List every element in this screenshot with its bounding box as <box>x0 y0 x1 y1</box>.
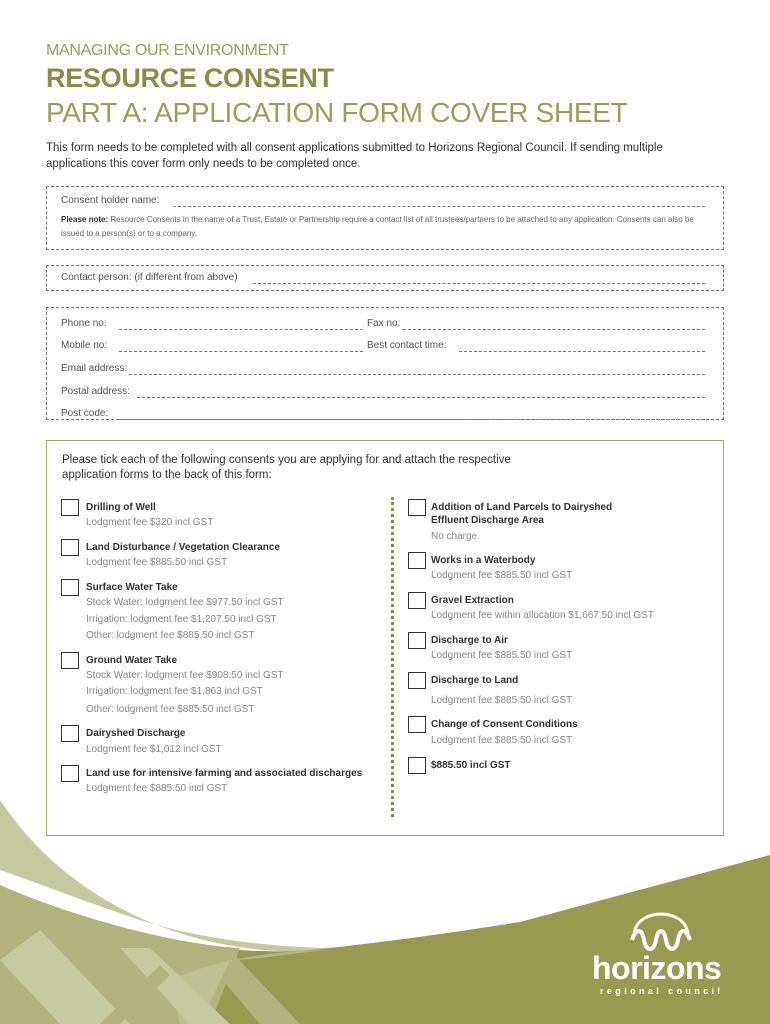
note-text: Resource Consents in the name of a Trust, Estate or Partnership require a contact list of all trustees/partners to be attached to any application. Consents can also be issued to a person(s) or to a company. <box>61 215 694 238</box>
logo-wordmark: horizons <box>592 950 722 986</box>
consent-fee: Stock Water: lodgment fee $977.50 incl GST <box>86 597 284 608</box>
consent-name: Land use for intensive farming and associated discharges <box>86 768 363 779</box>
page-subtitle: PART A: APPLICATION FORM COVER SHEET <box>46 97 628 128</box>
consent-fee: Lodgment fee $885.50 incl GST <box>86 557 228 568</box>
contact-person-field[interactable] <box>253 283 705 284</box>
consent-name: Ground Water Take <box>86 655 178 666</box>
consent-name: Discharge to Air <box>431 635 508 646</box>
consent-name: Land Disturbance / Vegetation Clearance <box>86 542 280 553</box>
mobile-field[interactable] <box>119 351 363 352</box>
page-title: RESOURCE CONSENT <box>46 63 334 93</box>
postal-field[interactable] <box>137 397 705 398</box>
consent-checkbox[interactable] <box>408 672 426 689</box>
best-time-label: Best contact time: <box>367 340 447 351</box>
consent-name: Effluent Discharge Area <box>431 515 544 526</box>
email-label: Email address: <box>61 363 128 374</box>
email-field[interactable] <box>129 374 705 375</box>
consent-name: Works in a Waterbody <box>431 555 536 566</box>
consent-fee: Lodgment fee within allocation $1,667.50 incl GST <box>431 610 654 621</box>
consent-name: Discharge to Land <box>431 675 519 686</box>
consent-name: Addition of Land Parcels to Dairyshed <box>431 502 613 513</box>
consent-checkbox[interactable] <box>408 592 426 609</box>
fax-field[interactable] <box>403 329 705 330</box>
consent-checkbox[interactable] <box>61 652 79 669</box>
postal-label: Postal address: <box>61 386 130 397</box>
consent-holder-field[interactable] <box>173 206 705 207</box>
contact-section <box>46 265 724 291</box>
horizons-logo-icon <box>628 912 694 954</box>
consent-fee: Lodgment fee $885.50 incl GST <box>431 735 573 746</box>
consent-fee: Lodgment fee $885.50 incl GST <box>86 783 228 794</box>
phone-label: Phone no: <box>61 318 107 329</box>
consent-name: Gravel Extraction <box>431 595 514 606</box>
consent-checkbox[interactable] <box>408 499 426 516</box>
consent-fee: Other: lodgment fee $885.50 incl GST <box>86 704 255 715</box>
note-bold: Please note: <box>61 215 109 224</box>
consent-name: Dairyshed Discharge <box>86 728 186 739</box>
logo-tagline: regional council <box>600 986 724 996</box>
consent-checkbox[interactable] <box>61 765 79 782</box>
kicker: MANAGING OUR ENVIRONMENT <box>46 42 289 59</box>
consent-holder-label: Consent holder name: <box>61 195 160 206</box>
consent-name: $885.50 incl GST <box>431 760 511 771</box>
consent-fee: Lodgment fee $885.50 incl GST <box>431 695 573 706</box>
consent-fee: Lodgment fee $885.50 incl GST <box>431 570 573 581</box>
consent-fee: Lodgment fee $1,012 incl GST <box>86 744 222 755</box>
consent-checkbox[interactable] <box>408 757 426 774</box>
postcode-label: Post code: <box>61 408 109 419</box>
consent-fee: No charge <box>431 531 478 542</box>
consent-checkbox[interactable] <box>61 499 79 516</box>
consents-prompt: Please tick each of the following consents you are applying for and attach the respective application forms to the back of this form: <box>62 454 511 481</box>
column-divider <box>391 497 394 817</box>
postcode-field[interactable] <box>119 419 705 420</box>
consent-name: Change of Consent Conditions <box>431 719 578 730</box>
consent-checkbox[interactable] <box>408 632 426 649</box>
fax-label: Fax no: <box>367 318 401 329</box>
contact-details-section <box>46 307 724 420</box>
consent-name: Surface Water Take <box>86 582 178 593</box>
consent-name: Drilling of Well <box>86 502 156 513</box>
phone-field[interactable] <box>119 329 363 330</box>
consent-fee: Stock Water: lodgment fee $908.50 incl GST <box>86 670 284 681</box>
consent-fee: Other: lodgment fee $885.50 incl GST <box>86 630 255 641</box>
consent-checkbox[interactable] <box>61 725 79 742</box>
holder-note <box>61 213 711 241</box>
consent-holder-section <box>46 186 724 250</box>
mobile-label: Mobile no: <box>61 340 108 351</box>
consent-fee: Irrigation: lodgment fee $1,863 incl GST <box>86 686 263 697</box>
best-time-field[interactable] <box>459 351 705 352</box>
consent-checkbox[interactable] <box>61 579 79 596</box>
consent-checkbox[interactable] <box>61 539 79 556</box>
contact-person-label: Contact person: (if different from above) <box>61 272 238 283</box>
consent-fee: Lodgment fee $885.50 incl GST <box>431 650 573 661</box>
consent-fee: Irrigation: lodgment fee $1,207.50 incl GST <box>86 614 277 625</box>
consent-checkbox[interactable] <box>408 716 426 733</box>
consent-checkbox[interactable] <box>408 552 426 569</box>
consent-fee: Lodgment fee $320 incl GST <box>86 517 214 528</box>
intro-text: This form needs to be completed with all consent applications submitted to Horizons Regional Council. If sending multiple applications this cover form only needs to be completed once. <box>46 142 663 170</box>
